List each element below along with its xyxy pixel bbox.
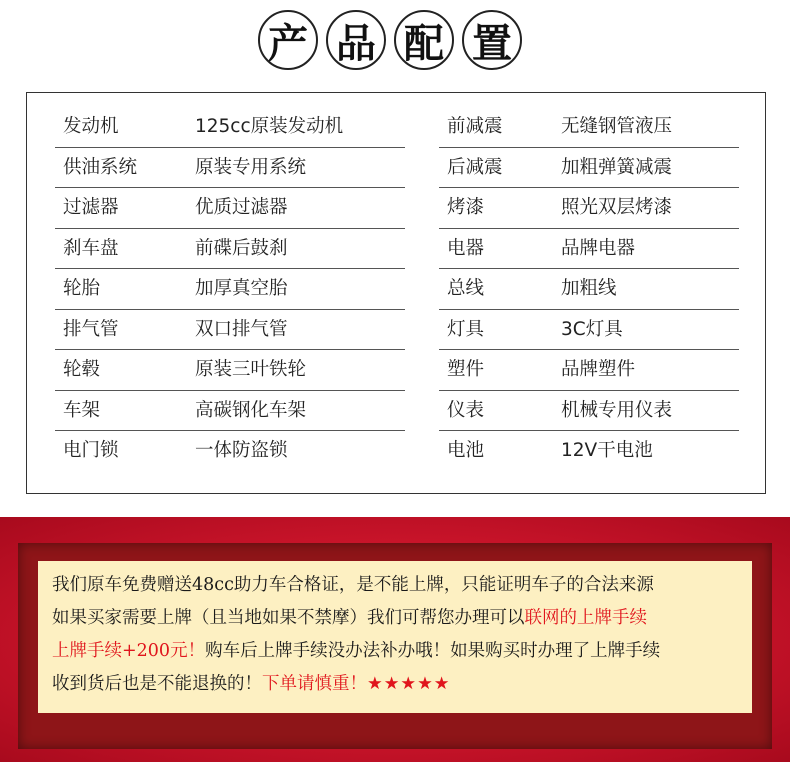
spec-value: 一体防盗锁 (195, 440, 288, 461)
spec-row (55, 269, 405, 310)
spec-row (55, 350, 405, 391)
notice-banner (0, 517, 790, 762)
notice-highlight: 联网的上牌手续 (524, 608, 647, 628)
spec-value: 原装三叶铁轮 (195, 359, 307, 380)
spec-value: 双口排气管 (195, 318, 288, 340)
spec-column-left (55, 107, 405, 472)
spec-row (439, 350, 739, 391)
notice-text: 我们原车免费赠送48cc助力车合格证，是不能上牌，只能证明车子的合法来源 (52, 575, 654, 595)
title-char-1: 产 (258, 10, 318, 70)
spec-value: 原装专用系统 (195, 156, 307, 178)
spec-key: 总线 (447, 278, 485, 299)
notice-text: 如果买家需要上牌（且当地如果不禁摩）我们可帮您办理可以 (52, 608, 525, 628)
spec-row (55, 431, 405, 472)
spec-value: 125cc原装发动机 (195, 116, 344, 137)
spec-row (439, 391, 739, 432)
notice-highlight: 下单请慎重！ (262, 674, 367, 694)
spec-row (55, 229, 405, 270)
spec-key: 仪表 (447, 399, 485, 421)
title-char-3: 配 (394, 10, 454, 70)
spec-row (439, 229, 739, 270)
spec-value: 前碟后鼓刹 (195, 237, 288, 259)
notice-line-2 (52, 602, 738, 635)
spec-value: 优质过滤器 (195, 197, 288, 218)
spec-value: 无缝钢管液压 (561, 116, 673, 137)
notice-text: 购车后上牌手续没办法补办哦！如果购买时办理了上牌手续 (205, 641, 661, 661)
spec-value: 加厚真空胎 (195, 278, 288, 299)
spec-row (55, 310, 405, 351)
spec-key: 塑件 (447, 359, 485, 380)
spec-key: 车架 (63, 399, 101, 421)
title-char-2: 品 (326, 10, 386, 70)
spec-row (439, 188, 739, 229)
notice-text-box (38, 561, 752, 713)
notice-line-4 (52, 668, 738, 701)
spec-key: 前减震 (447, 116, 503, 137)
spec-key: 排气管 (63, 318, 119, 340)
spec-value: 照光双层烤漆 (561, 197, 673, 218)
spec-row (55, 148, 405, 189)
spec-value: 品牌塑件 (561, 359, 636, 380)
spec-value: 品牌电器 (561, 237, 636, 259)
spec-value: 12V干电池 (561, 440, 653, 461)
spec-value: 加粗线 (561, 278, 617, 299)
spec-value: 高碳钢化车架 (195, 399, 307, 421)
section-title (258, 10, 522, 74)
spec-key: 电器 (447, 237, 485, 259)
spec-value: 3C灯具 (561, 318, 623, 340)
spec-key: 供油系统 (63, 156, 138, 178)
spec-row (55, 188, 405, 229)
spec-key: 后减震 (447, 156, 503, 178)
notice-line-3 (52, 635, 738, 668)
spec-row (439, 431, 739, 472)
spec-key: 过滤器 (63, 197, 119, 218)
spec-key: 电池 (447, 440, 485, 461)
notice-highlight: 上牌手续+200元！ (52, 641, 206, 661)
spec-key: 刹车盘 (63, 237, 119, 259)
spec-row (439, 310, 739, 351)
title-char-4: 置 (462, 10, 522, 70)
spec-key: 灯具 (447, 318, 485, 340)
notice-frame (18, 543, 772, 749)
spec-key: 轮胎 (63, 278, 101, 299)
notice-text: 收到货后也是不能退换的！ (52, 674, 262, 694)
spec-key: 烤漆 (447, 197, 485, 218)
notice-line-1 (52, 569, 738, 602)
spec-key: 电门锁 (63, 440, 119, 461)
spec-row (55, 107, 405, 148)
spec-value: 加粗弹簧减震 (561, 156, 673, 178)
spec-row (55, 391, 405, 432)
spec-column-right (439, 107, 739, 472)
star-icons: ★★★★★ (367, 674, 451, 694)
spec-key: 轮毂 (63, 359, 101, 380)
spec-row (439, 107, 739, 148)
spec-value: 机械专用仪表 (561, 399, 673, 421)
spec-row (439, 269, 739, 310)
spec-table (26, 92, 766, 494)
spec-key: 发动机 (63, 116, 119, 137)
spec-row (439, 148, 739, 189)
